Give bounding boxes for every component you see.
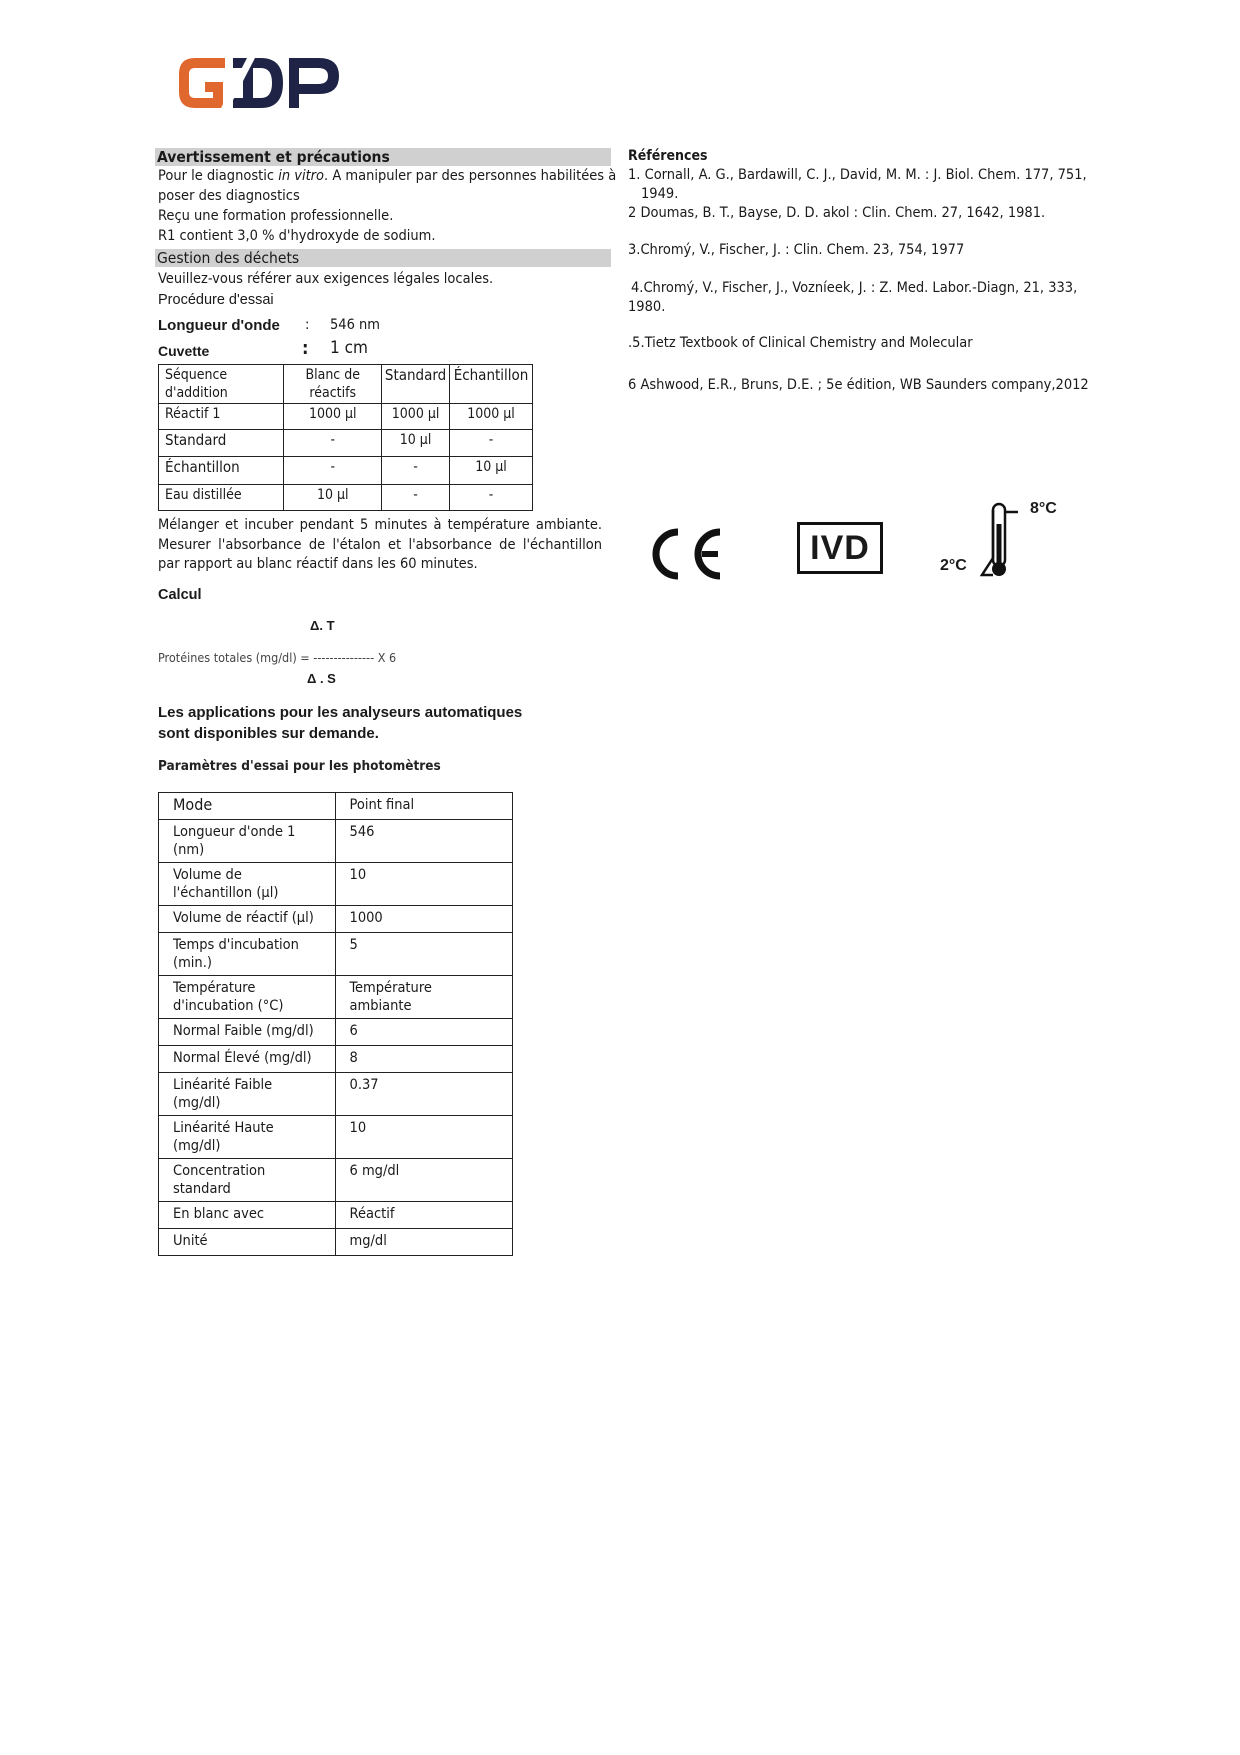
procedure-cell: 1000 µl xyxy=(382,404,450,430)
table-row xyxy=(159,793,513,820)
procedure-cell: - xyxy=(284,430,382,457)
temperature-high-label: 8°C xyxy=(1030,500,1057,517)
reference-item: 2 Doumas, B. T., Bayse, D. D. akol : Clin. Chem. 27, 1642, 1981. xyxy=(628,205,1046,221)
formula-numerator: Δ. T xyxy=(310,618,335,633)
applications-line-2: sont disponibles sur demande. xyxy=(158,725,379,742)
procedure-cell: Standard xyxy=(159,430,284,457)
reference-item: 6 Ashwood, E.R., Bruns, D.E. ; 5e édition, WB Saunders company,2012 xyxy=(628,377,1089,393)
warnings-line-1: Pour le diagnostic in vitro. A manipuler par des personnes habilitées à xyxy=(158,168,617,184)
reference-item: .5.Tietz Textbook of Clinical Chemistry and Molecular xyxy=(628,335,973,351)
table-row xyxy=(159,1019,513,1046)
wavelength-label: Longueur d'onde xyxy=(158,317,280,334)
warnings-line-3: Reçu une formation professionnelle. xyxy=(158,208,394,224)
param-value-cell: 5 xyxy=(335,933,512,976)
table-row xyxy=(159,1046,513,1073)
procedure-cell: - xyxy=(284,457,382,485)
procedure-cell: - xyxy=(382,485,450,511)
param-name-cell: Mode xyxy=(159,793,336,820)
param-name-cell: Température d'incubation (°C) xyxy=(159,976,336,1019)
calcul-heading: Calcul xyxy=(158,587,202,603)
params-heading: Paramètres d'essai pour les photomètres xyxy=(158,758,441,774)
table-row xyxy=(159,820,513,863)
cuvette-value: 1 cm xyxy=(330,338,368,358)
procedure-cell: - xyxy=(450,430,533,457)
applications-line-1: Les applications pour les analyseurs automatiques xyxy=(158,704,523,721)
param-name-cell: Volume de l'échantillon (µl) xyxy=(159,863,336,906)
warnings-heading: Avertissement et précautions xyxy=(155,148,611,166)
param-name-cell: Temps d'incubation (min.) xyxy=(159,933,336,976)
param-value-cell: 6 xyxy=(335,1019,512,1046)
table-row xyxy=(159,1116,513,1159)
table-row xyxy=(159,1202,513,1229)
ce-mark-icon xyxy=(652,528,724,580)
table-row xyxy=(159,863,513,906)
warnings-line-2: poser des diagnostics xyxy=(158,188,300,204)
procedure-header-cell: Blanc de réactifs xyxy=(284,365,382,404)
procedure-table xyxy=(158,364,533,511)
company-logo xyxy=(175,52,345,114)
ivd-symbol-icon: IVD xyxy=(797,522,883,574)
procedure-cell: Réactif 1 xyxy=(159,404,284,430)
reference-item: 4.Chromý, V., Fischer, J., Vozníeek, J. : Z. Med. Labor.-Diagn, 21, 333, xyxy=(631,280,1078,296)
param-name-cell: Normal Élevé (mg/dl) xyxy=(159,1046,336,1073)
param-value-cell: 10 xyxy=(335,1116,512,1159)
param-value-cell: 6 mg/dl xyxy=(335,1159,512,1202)
wavelength-value: 546 nm xyxy=(330,317,381,333)
param-name-cell: En blanc avec xyxy=(159,1202,336,1229)
procedure-table-header xyxy=(159,365,533,404)
formula-line: Protéines totales (mg/dl) = --------------- X 6 xyxy=(158,650,397,665)
procedure-header-cell: Échantillon xyxy=(450,365,533,404)
table-row xyxy=(159,1159,513,1202)
params-table-body xyxy=(159,793,513,1256)
reference-item: 1949. xyxy=(641,186,679,202)
formula-denominator: Δ . S xyxy=(307,671,336,686)
reference-item: 3.Chromý, V., Fischer, J. : Clin. Chem. 23, 754, 1977 xyxy=(628,242,965,258)
temperature-limit-icon xyxy=(980,500,1025,582)
waste-text: Veuillez-vous référer aux exigences légales locales. xyxy=(158,271,494,287)
param-value-cell: 1000 xyxy=(335,906,512,933)
param-value-cell: 8 xyxy=(335,1046,512,1073)
procedure-cell: Échantillon xyxy=(159,457,284,485)
procedure-cell: 10 µl xyxy=(382,430,450,457)
procedure-header-cell: Séquence d'addition xyxy=(159,365,284,404)
table-row xyxy=(159,906,513,933)
param-value-cell: mg/dl xyxy=(335,1229,512,1256)
param-value-cell: Réactif xyxy=(335,1202,512,1229)
param-name-cell: Normal Faible (mg/dl) xyxy=(159,1019,336,1046)
param-value-cell: 10 xyxy=(335,863,512,906)
table-row xyxy=(159,976,513,1019)
procedure-cell: Eau distillée xyxy=(159,485,284,511)
cuvette-label: Cuvette xyxy=(158,343,210,359)
param-name-cell: Unité xyxy=(159,1229,336,1256)
procedure-cell: 1000 µl xyxy=(284,404,382,430)
reference-item: 1980. xyxy=(628,299,666,315)
table-row xyxy=(159,1229,513,1256)
table-row xyxy=(159,1073,513,1116)
param-name-cell: Linéarité Faible (mg/dl) xyxy=(159,1073,336,1116)
procedure-header-cell: Standard xyxy=(382,365,450,404)
param-value-cell: Point final xyxy=(335,793,512,820)
procedure-cell: - xyxy=(382,457,450,485)
table-row xyxy=(159,430,533,457)
param-value-cell: 546 xyxy=(335,820,512,863)
gdp-logo-icon xyxy=(175,52,345,114)
procedure-heading: Procédure d'essai xyxy=(158,292,274,308)
param-name-cell: Linéarité Haute (mg/dl) xyxy=(159,1116,336,1159)
wavelength-colon: : xyxy=(305,317,310,333)
param-name-cell: Longueur d'onde 1 (nm) xyxy=(159,820,336,863)
procedure-cell: - xyxy=(450,485,533,511)
warnings-line-4: R1 contient 3,0 % d'hydroxyde de sodium. xyxy=(158,228,436,244)
procedure-cell: 1000 µl xyxy=(450,404,533,430)
table-row xyxy=(159,457,533,485)
reference-item: 1. Cornall, A. G., Bardawill, C. J., David, M. M. : J. Biol. Chem. 177, 751, xyxy=(628,167,1087,183)
table-row xyxy=(159,404,533,430)
param-value-cell: Température ambiante xyxy=(335,976,512,1019)
params-table xyxy=(158,792,513,1256)
references-heading: Références xyxy=(628,148,708,164)
temperature-low-label: 2°C xyxy=(940,557,967,574)
table-row xyxy=(159,933,513,976)
procedure-cell: 10 µl xyxy=(284,485,382,511)
mix-instructions: Mélanger et incuber pendant 5 minutes à température ambiante. Mesurer l'absorbance de l'étalon et l'absorbance de l'échantillon par rapport au blanc réactif dans les 60 minutes. xyxy=(158,517,602,572)
param-name-cell: Volume de réactif (µl) xyxy=(159,906,336,933)
procedure-cell: 10 µl xyxy=(450,457,533,485)
param-name-cell: Concentration standard xyxy=(159,1159,336,1202)
waste-heading: Gestion des déchets xyxy=(155,249,611,267)
cuvette-colon: : xyxy=(302,338,309,359)
param-value-cell: 0.37 xyxy=(335,1073,512,1116)
table-row xyxy=(159,485,533,511)
